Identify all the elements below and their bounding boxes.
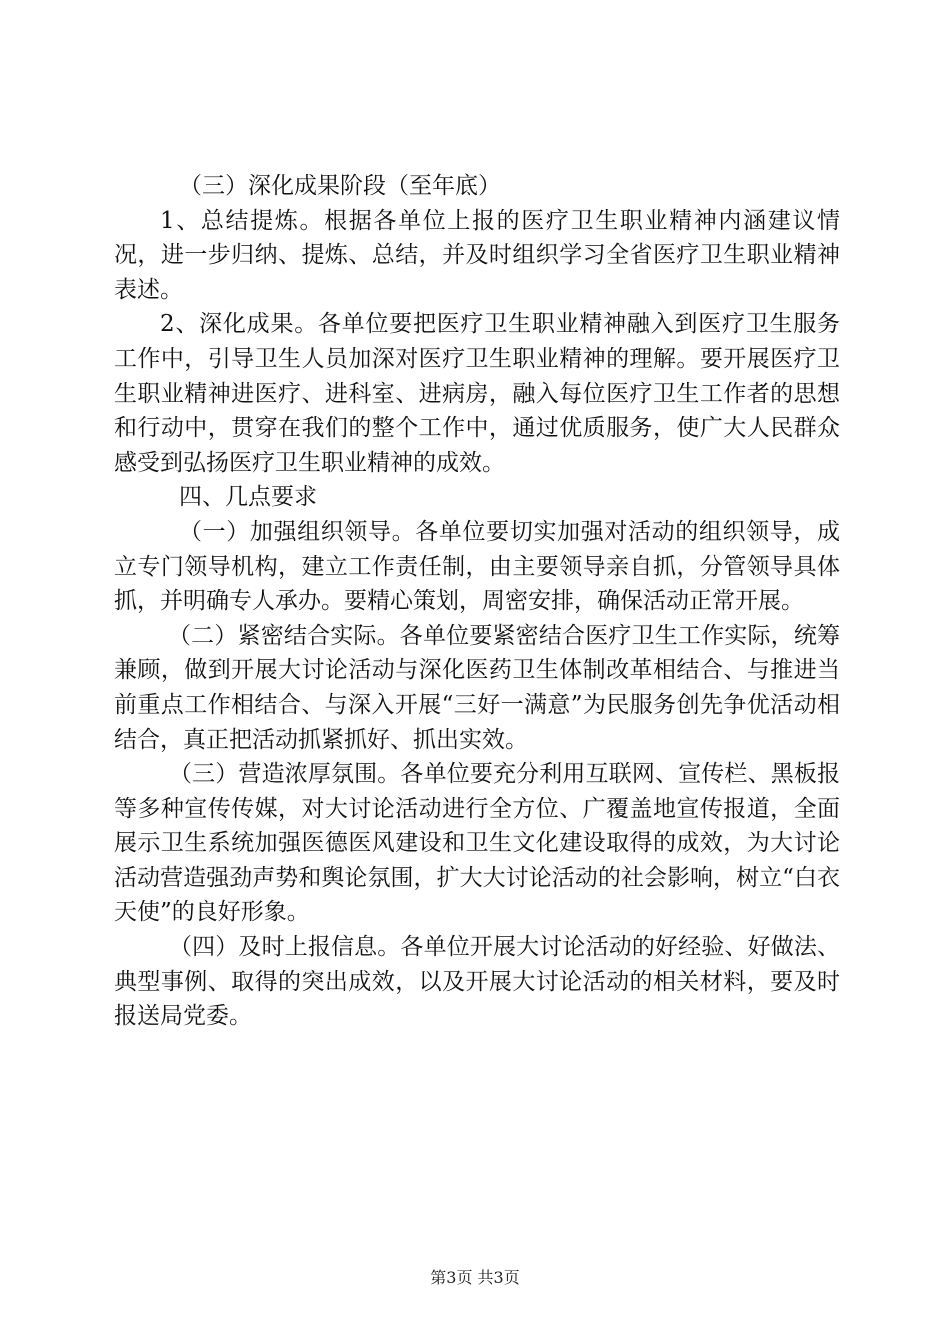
document-body <box>114 169 840 1034</box>
paragraph-reporting: （四）及时上报信息。各单位开展大讨论活动的好经验、好做法、典型事例、取得的突出成效，以及开展大讨论活动的相关材料，要及时报送局党委。 <box>114 934 840 1030</box>
section-heading-requirements: 四、几点要求 <box>179 484 317 511</box>
paragraph-leadership: （一）加强组织领导。各单位要切实加强对活动的组织领导，成立专门领导机构，建立工作责任制，由主要领导亲自抓，分管领导具体抓，并明确专人承办。要精心策划，周密安排，确保活动正常开展。 <box>114 518 840 615</box>
paragraph-atmosphere: （三）营造浓厚氛围。各单位要充分利用互联网、宣传栏、黑板报等多种宣传传媒，对大讨论活动进行全方位、广覆盖地宣传报道，全面展示卫生系统加强医德医风建设和卫生文化建设取得的成效，为大讨论活动营造强劲声势和舆论氛围，扩大大讨论活动的社会影响，树立“白衣天使”的良好形象。 <box>114 761 840 926</box>
page-number-footer: 第3页 共3页 <box>430 1268 520 1287</box>
section-heading-deepen-results: （三）深化成果阶段（至年底） <box>179 173 501 199</box>
paragraph-practice: （二）紧密结合实际。各单位要紧密结合医疗卫生工作实际，统筹兼顾，做到开展大讨论活动与深化医药卫生体制改革相结合、与推进当前重点工作相结合、与深入开展“三好一满意”为民服务创先争优活动相结合，真正把活动抓紧抓好、抓出实效。 <box>114 622 840 753</box>
paragraph-summary: 1、总结提炼。根据各单位上报的医疗卫生职业精神内涵建议情况，进一步归纳、提炼、总结，并及时组织学习全省医疗卫生职业精神表述。 <box>114 207 840 303</box>
paragraph-deepen-results: 2、深化成果。各单位要把医疗卫生职业精神融入到医疗卫生服务工作中，引导卫生人员加深对医疗卫生职业精神的理解。要开展医疗卫生职业精神进医疗、进科室、进病房，融入每位医疗卫生工作者的思想和行动中，贯穿在我们的整个工作中，通过优质服务，使广大人民群众感受到弘扬医疗卫生职业精神的成效。 <box>114 311 840 476</box>
